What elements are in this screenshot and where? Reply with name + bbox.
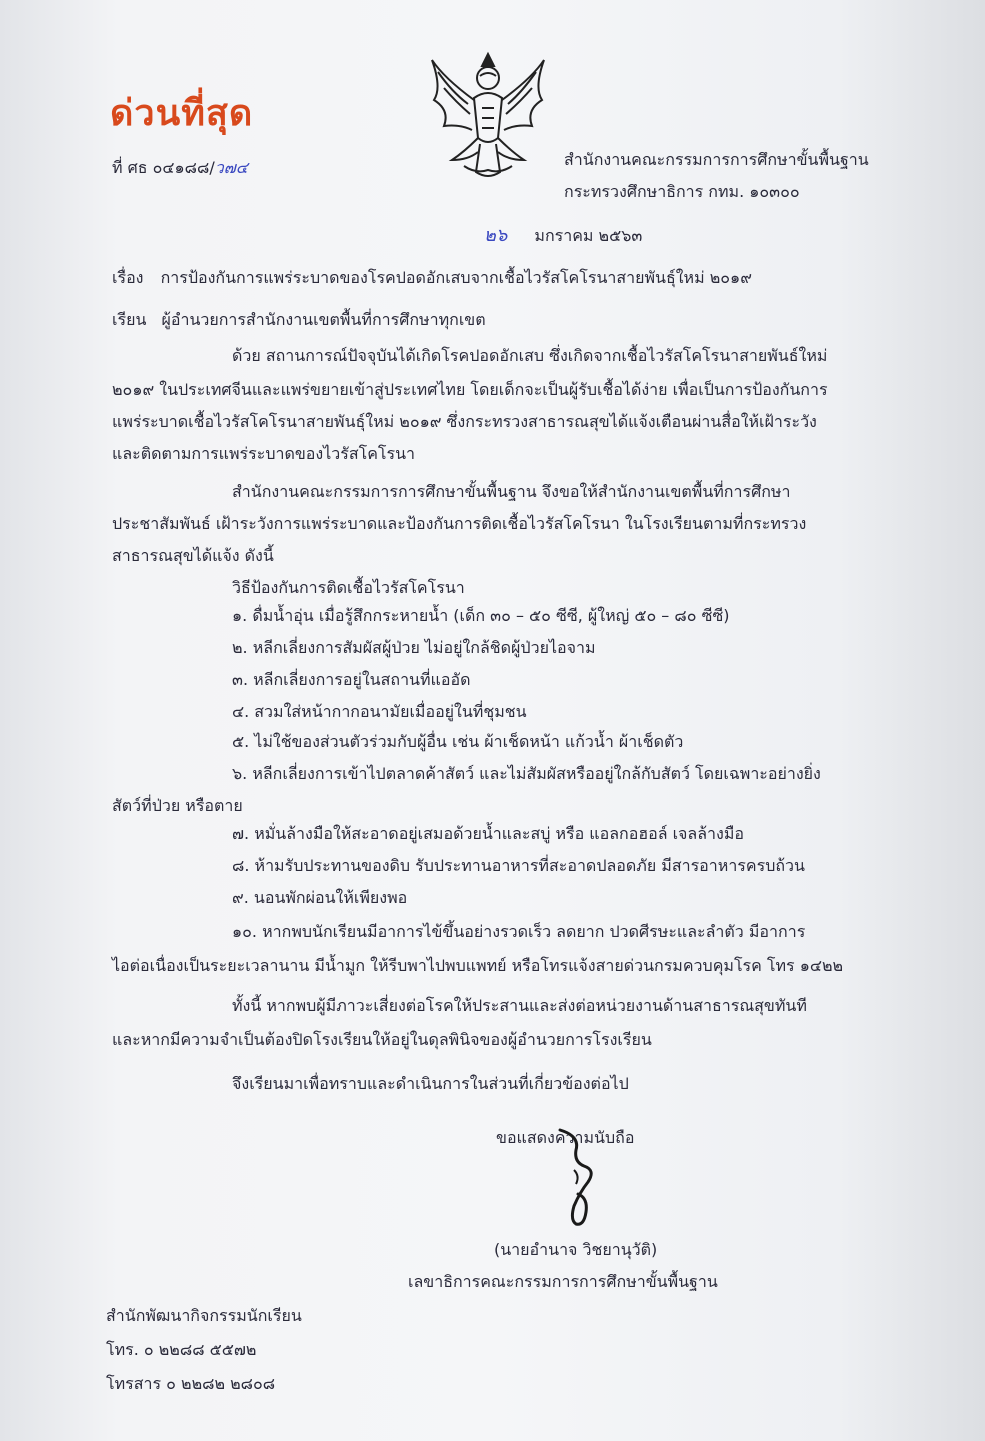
- subject-text: การป้องกันการแพร่ระบาดของโรคปอดอักเสบจากเชื้อไวรัสโคโรนาสายพันธุ์ใหม่ ๒๐๑๙: [160, 268, 752, 287]
- method-item: ๖. หลีกเลี่ยงการเข้าไปตลาดค้าสัตว์ และไม่สัมผัสหรืออยู่ใกล้กับสัตว์ โดยเฉพาะอย่างยิ่ง: [232, 764, 821, 783]
- method-item: ๔. สวมใส่หน้ากากอนามัยเมื่ออยู่ในที่ชุมชน: [232, 702, 527, 721]
- document-date: [484, 226, 642, 246]
- document-number-handwritten: ว๗๔: [214, 158, 248, 177]
- para2-line: สำนักงานคณะกรรมการการศึกษาขั้นพื้นฐาน จึงขอให้สำนักงานเขตพื้นที่การศึกษา: [232, 482, 791, 501]
- para3-line: และหากมีความจำเป็นต้องปิดโรงเรียนให้อยู่ในดุลพินิจของผู้อำนวยการโรงเรียน: [112, 1030, 652, 1049]
- para1-line: ๒๐๑๙ ในประเทศจีนและแพร่ขยายเข้าสู่ประเทศไทย โดยเด็กจะเป็นผู้รับเชื้อได้ง่าย เพื่อเป็นการป้องกันการ: [112, 380, 828, 399]
- date-month-year: มกราคม ๒๕๖๓: [534, 226, 643, 245]
- para2-line: สาธารณสุขได้แจ้ง ดังนี้: [112, 546, 274, 565]
- signatory-position: เลขาธิการคณะกรรมการการศึกษาขั้นพื้นฐาน: [408, 1272, 718, 1291]
- method-item: ๙. นอนพักผ่อนให้เพียงพอ: [232, 888, 408, 907]
- para1-line: แพร่ระบาดเชื้อไวรัสโคโรนาสายพันธุ์ใหม่ ๒๐๑๙ ซึ่งกระทรวงสาธารณสุขได้แจ้งเตือนผ่านสื่อให้เฝ้าระวัง: [112, 412, 817, 431]
- method-item-continuation: สัตว์ที่ป่วย หรือตาย: [112, 796, 243, 815]
- handwritten-signature: [540, 1126, 610, 1236]
- garuda-emblem-icon: [424, 48, 552, 182]
- document-number-prefix: ที่ ศธ ๐๔๑๘๘/: [112, 158, 215, 177]
- recipient-label: เรียน: [112, 310, 147, 329]
- signatory-name: (นายอำนาจ วิชยานุวัติ): [494, 1240, 658, 1259]
- method-item: ๓. หลีกเลี่ยงการอยู่ในสถานที่แออัด: [232, 670, 471, 689]
- org-name: สำนักงานคณะกรรมการการศึกษาขั้นพื้นฐาน: [564, 150, 869, 169]
- method-item: ๕. ไม่ใช้ของส่วนตัวร่วมกับผู้อื่น เช่น ผ้าเช็ดหน้า แก้วน้ำ ผ้าเช็ดตัว: [232, 732, 684, 751]
- para3-line: ทั้งนี้ หากพบผู้มีภาวะเสี่ยงต่อโรคให้ประสานและส่งต่อหน่วยงานด้านสาธารณสุขทันที: [232, 996, 807, 1015]
- regards-text: ขอแสดงความนับถือ: [496, 1128, 635, 1147]
- method-item-continuation: ไอต่อเนื่องเป็นระยะเวลานาน มีน้ำมูก ให้รีบพาไปพบแพทย์ หรือโทรแจ้งสายด่วนกรมควบคุมโรค โทร ๑๔๒๒: [112, 956, 844, 975]
- method-item: ๘. ห้ามรับประทานของดิบ รับประทานอาหารที่สะอาดปลอดภัย มีสารอาหารครบถ้วน: [232, 856, 805, 875]
- date-day-handwritten: ๒๖: [484, 225, 508, 246]
- method-item: ๒. หลีกเลี่ยงการสัมผัสผู้ป่วย ไม่อยู่ใกล้ชิดผู้ป่วยไอจาม: [232, 638, 596, 657]
- document-number: [112, 158, 248, 178]
- footer-fax: โทรสาร ๐ ๒๒๘๒ ๒๘๐๘: [106, 1374, 276, 1393]
- recipient-line: [112, 310, 486, 330]
- para2-line: ประชาสัมพันธ์ เฝ้าระวังการแพร่ระบาดและป้องกันการติดเชื้อไวรัสโคโรนา ในโรงเรียนตามที่กระทรวง: [112, 514, 807, 533]
- method-item: ๑. ดื่มน้ำอุ่น เมื่อรู้สึกกระหายน้ำ (เด็ก ๓๐ – ๕๐ ซีซี, ผู้ใหญ่ ๕๐ – ๘๐ ซีซี): [232, 606, 730, 625]
- footer-office: สำนักพัฒนากิจกรรมนักเรียน: [106, 1306, 302, 1325]
- urgency-stamp: ด่วนที่สุด: [110, 93, 254, 134]
- closing-line: จึงเรียนมาเพื่อทราบและดำเนินการในส่วนที่เกี่ยวข้องต่อไป: [232, 1074, 629, 1093]
- para1-line: และติดตามการแพร่ระบาดของไวรัสโคโรนา: [112, 444, 416, 463]
- methods-title: วิธีป้องกันการติดเชื้อไวรัสโคโรนา: [232, 578, 465, 597]
- method-item: ๑๐. หากพบนักเรียนมีอาการไข้ขึ้นอย่างรวดเร็ว ลดยาก ปวดศีรษะและลำตัว มีอาการ: [232, 922, 806, 941]
- footer-phone: โทร. ๐ ๒๒๘๘ ๕๕๗๒: [106, 1340, 257, 1359]
- subject-label: เรื่อง: [112, 268, 144, 287]
- method-item: ๗. หมั่นล้างมือให้สะอาดอยู่เสมอด้วยน้ำและสบู่ หรือ แอลกอฮอล์ เจลล้างมือ: [232, 824, 744, 843]
- para1-line: ด้วย สถานการณ์ปัจจุบันได้เกิดโรคปอดอักเสบ ซึ่งเกิดจากเชื้อไวรัสโคโรนาสายพันธ์ใหม่: [232, 346, 828, 365]
- subject-line: [112, 268, 752, 288]
- recipient-text: ผู้อำนวยการสำนักงานเขตพื้นที่การศึกษาทุกเขต: [161, 310, 486, 329]
- org-address: กระทรวงศึกษาธิการ กทม. ๑๐๓๐๐: [564, 182, 800, 201]
